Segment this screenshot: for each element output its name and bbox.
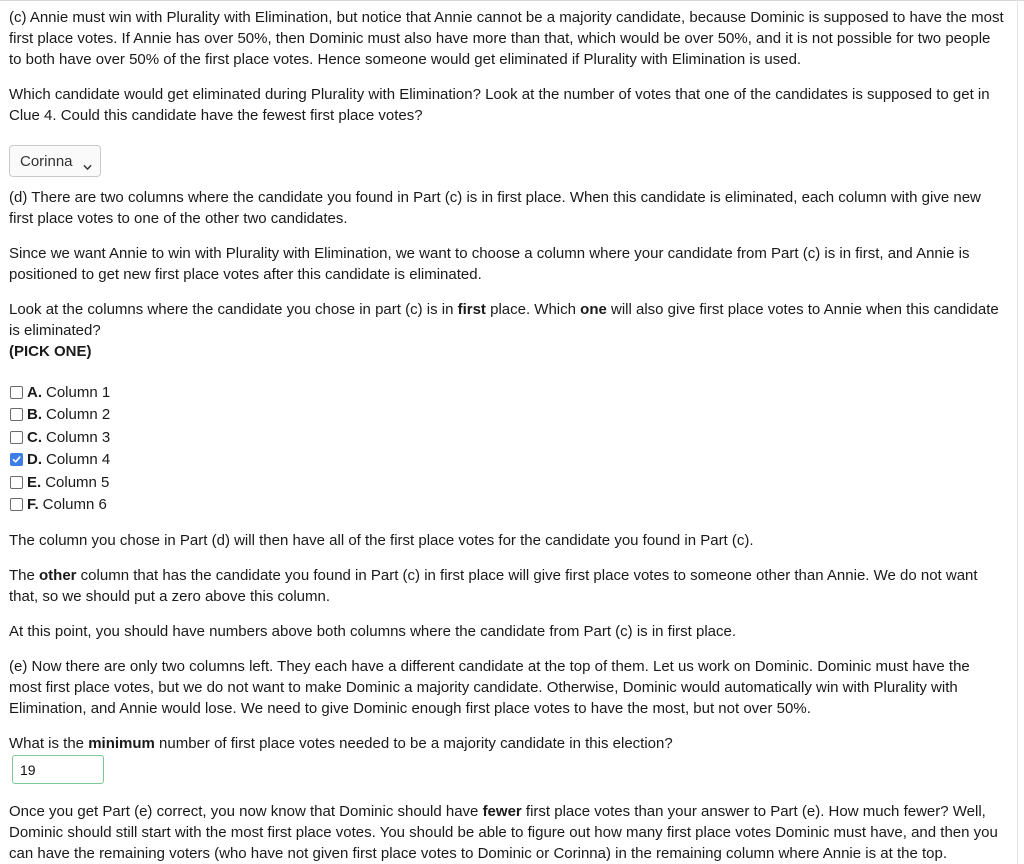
part-e-followup: Once you get Part (e) correct, you now know that Dominic should have fewer first place votes than your answer to Part (e). How much fewer? Well, Dominic should still start with the most first place votes. You should be able to figure out how many first place votes Dominic must have, and then you can have the remaining voters (who have not given first place votes to Dominic or Corinna) in the remaining column where Annie is at the top. bbox=[9, 803, 998, 862]
top-divider bbox=[0, 0, 1024, 1]
after-d-text-3: At this point, you should have numbers above both columns where the candidate from Part (c) is in first place. bbox=[9, 623, 737, 640]
option-column-5[interactable]: E. Column 5 bbox=[9, 471, 1004, 494]
column-options bbox=[9, 381, 1004, 516]
after-d-text-1: The column you chose in Part (d) will then have all of the first place votes for the candidate you found in Part (c). bbox=[9, 532, 754, 549]
checkbox[interactable] bbox=[10, 498, 23, 511]
part-c-question: Which candidate would get eliminated during Plurality with Elimination? Look at the number of votes that one of the candidates is supposed to get in Clue 4. Could this candidate have the fewest first place votes? bbox=[9, 86, 990, 124]
option-column-6[interactable]: F. Column 6 bbox=[9, 494, 1004, 517]
pick-one-label: (PICK ONE) bbox=[9, 343, 92, 360]
option-column-1[interactable]: A. Column 1 bbox=[9, 381, 1004, 404]
checkbox[interactable] bbox=[10, 408, 23, 421]
checkbox-checked[interactable] bbox=[10, 453, 23, 466]
part-d-text-2: Since we want Annie to win with Plurality with Elimination, we want to choose a column where your candidate from Part (c) is in first, and Annie is positioned to get new first place votes after this candidate is eliminated. bbox=[9, 245, 970, 283]
right-divider bbox=[1017, 0, 1018, 864]
part-e-question: What is the minimum number of first place votes needed to be a majority candidate in this election? bbox=[9, 735, 673, 752]
checkbox[interactable] bbox=[10, 431, 23, 444]
after-d-text-2: The other column that has the candidate you found in Part (c) in first place will give first place votes to someone other than Annie. We do not want that, so we should put a zero above this column. bbox=[9, 567, 978, 605]
checkmark-icon bbox=[12, 455, 21, 464]
option-column-3[interactable]: C. Column 3 bbox=[9, 426, 1004, 449]
option-column-4[interactable]: D. Column 4 bbox=[9, 449, 1004, 472]
question-content bbox=[9, 7, 1004, 864]
part-d-question: Look at the columns where the candidate you chose in part (c) is in first place. Which one will also give first place votes to Annie when this candidate is eliminated? bbox=[9, 301, 999, 339]
checkbox[interactable] bbox=[10, 386, 23, 399]
part-c-text: (c) Annie must win with Plurality with Elimination, but notice that Annie cannot be a majority candidate, because Dominic is supposed to have the most first place votes. If Annie has over 50%, then Dominic must also have more than that, which would be over 50%, and it is not possible for two people to both have over 50% of the first place votes. Hence someone would get eliminated if Plurality with Elimination is used. bbox=[9, 9, 1004, 68]
candidate-select[interactable] bbox=[9, 145, 101, 177]
part-e-text: (e) Now there are only two columns left. They each have a different candidate at the top of them. Let us work on Dominic. Dominic must have the most first place votes, but we do not want to make Dominic a majority candidate. Otherwise, Dominic would automatically win with Plurality with Elimination, and Annie would lose. We need to give Dominic enough first place votes to have the most, but not over 50%. bbox=[9, 658, 970, 717]
majority-answer-input[interactable] bbox=[12, 755, 104, 784]
chevron-down-icon bbox=[83, 157, 92, 166]
option-column-2[interactable]: B. Column 2 bbox=[9, 404, 1004, 427]
checkbox[interactable] bbox=[10, 476, 23, 489]
part-d-text: (d) There are two columns where the candidate you found in Part (c) is in first place. When this candidate is eliminated, each column with give new first place votes to one of the other two candidates. bbox=[9, 189, 981, 227]
candidate-select-value: Corinna bbox=[20, 152, 73, 170]
